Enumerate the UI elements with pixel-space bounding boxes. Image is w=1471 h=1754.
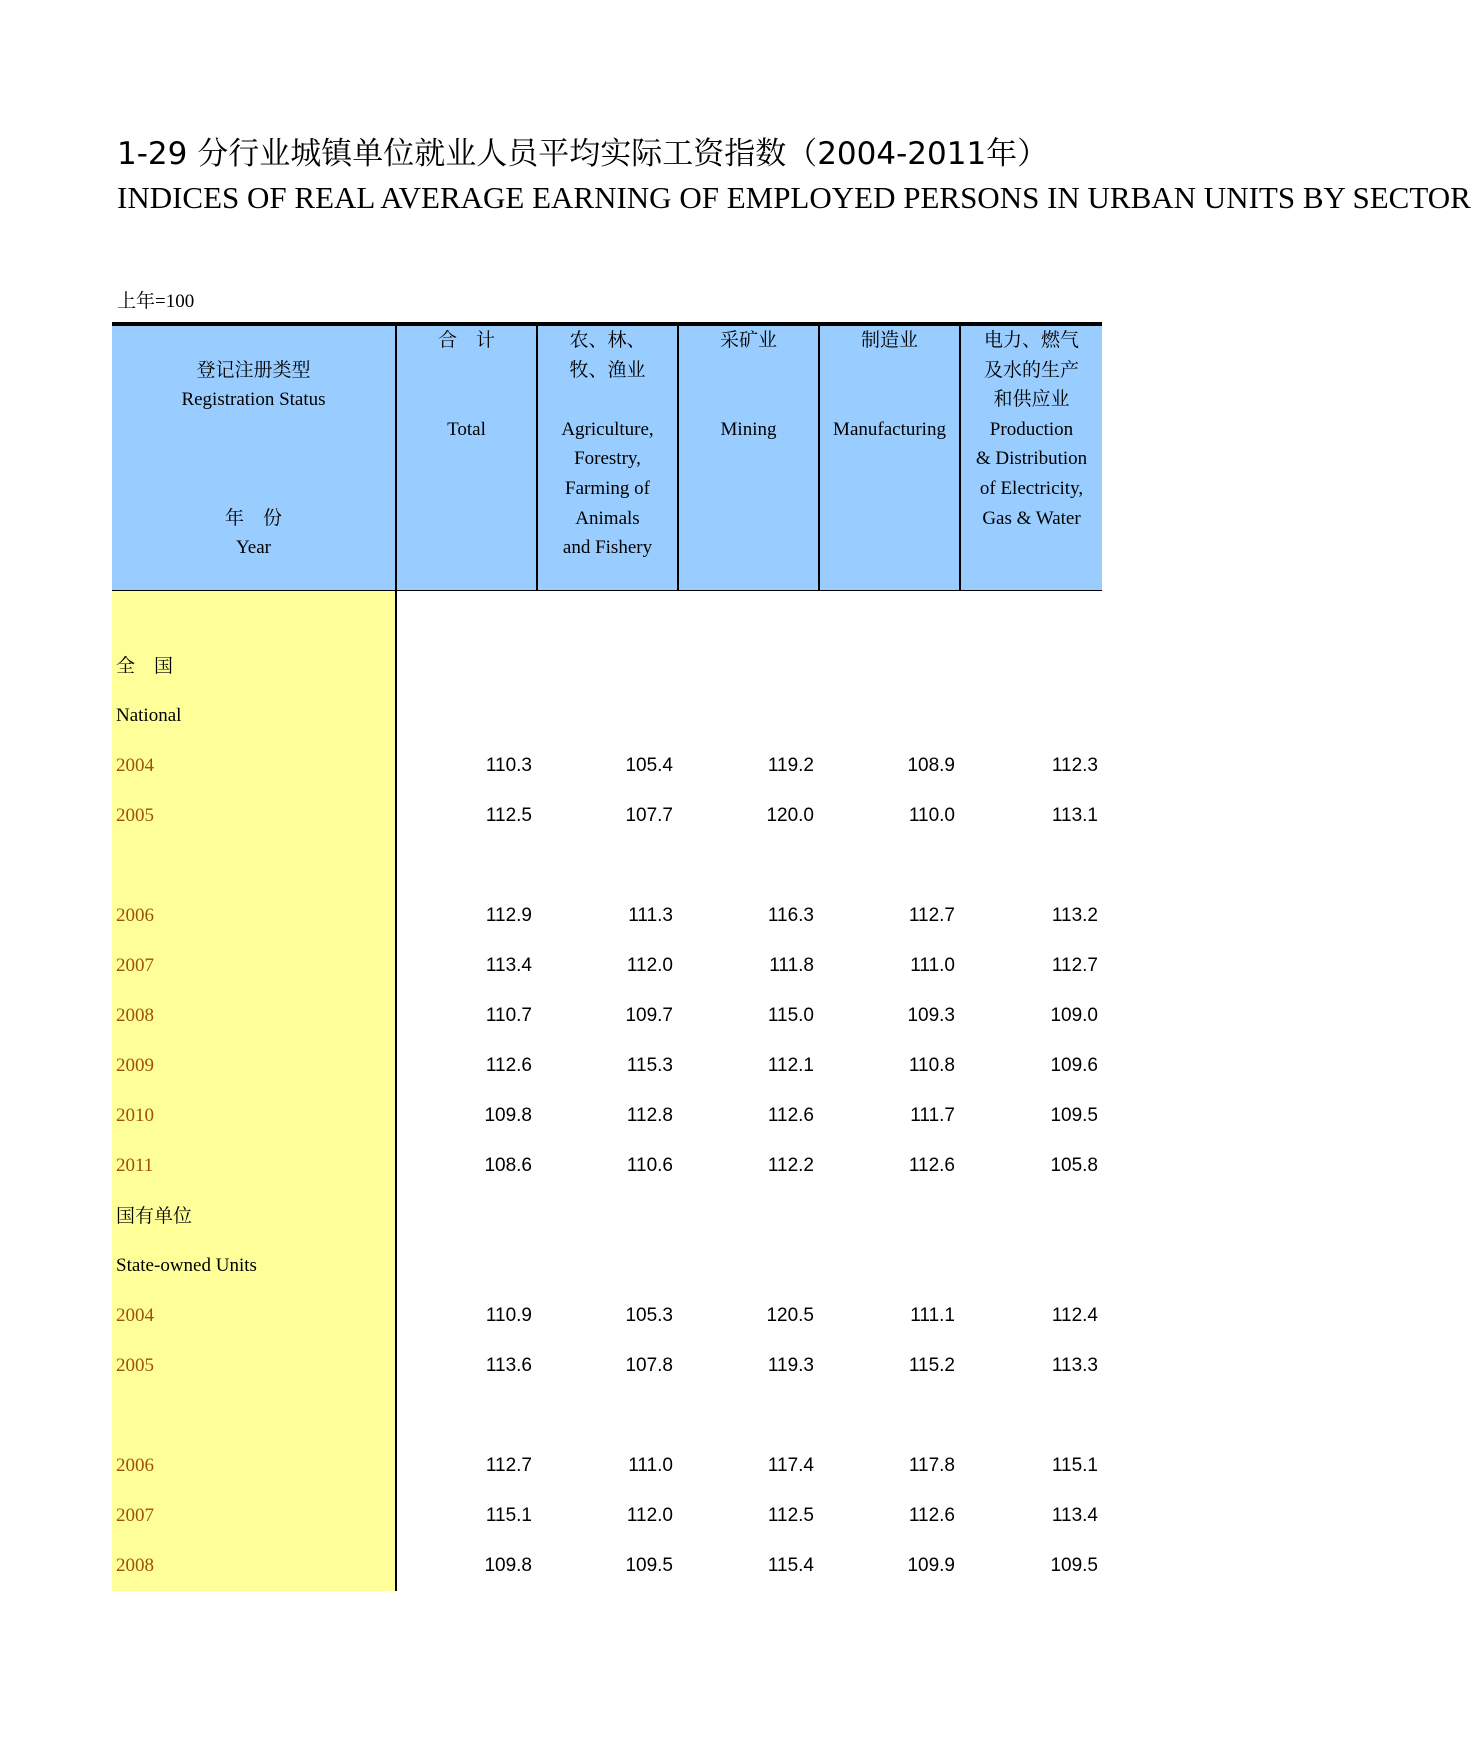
value-cell-mining: 116.3 xyxy=(767,905,814,926)
value-cell-utilities: 112.3 xyxy=(1051,755,1098,776)
value-cell-mining: 119.3 xyxy=(767,1355,814,1376)
section-title-row xyxy=(112,1191,1102,1241)
value-cell-total: 112.6 xyxy=(485,1055,532,1076)
value-cell-agriculture: 109.7 xyxy=(625,1005,673,1026)
year-cell: 2006 xyxy=(116,905,154,926)
stub-header-status-en: Registration Status xyxy=(181,389,326,411)
value-cell-utilities: 109.5 xyxy=(1050,1105,1098,1126)
value-cell-utilities: 112.7 xyxy=(1051,955,1098,976)
value-cell-utilities: 113.2 xyxy=(1051,905,1098,926)
column-header-mining xyxy=(679,326,818,590)
section-name-cn: 国有单位 xyxy=(116,1205,193,1227)
table-row xyxy=(112,791,1102,841)
value-cell-total: 113.6 xyxy=(485,1355,532,1376)
value-cell-total: 110.9 xyxy=(485,1305,532,1326)
column-header-cn: 及水的生产 xyxy=(983,358,1079,381)
value-cell-total: 108.6 xyxy=(484,1155,532,1176)
value-cell-utilities: 112.4 xyxy=(1051,1305,1098,1326)
value-cell-manufacturing: 112.6 xyxy=(908,1505,955,1526)
section-title-row xyxy=(112,691,1102,741)
table-row xyxy=(112,1291,1102,1341)
column-header-en: Gas & Water xyxy=(982,507,1081,529)
value-cell-utilities: 113.4 xyxy=(1051,1505,1098,1526)
value-cell-manufacturing: 110.8 xyxy=(908,1055,955,1076)
column-header-en: Agriculture, xyxy=(561,418,654,440)
year-cell: 2005 xyxy=(116,1355,154,1376)
value-cell-agriculture: 111.3 xyxy=(628,905,673,926)
value-cell-utilities: 113.1 xyxy=(1051,805,1098,826)
year-cell: 2004 xyxy=(116,755,154,776)
stub-header-year-en: Year xyxy=(235,537,271,559)
value-cell-agriculture: 107.7 xyxy=(625,805,673,826)
year-cell: 2007 xyxy=(116,955,154,976)
year-cell: 2007 xyxy=(116,1505,154,1526)
value-cell-utilities: 105.8 xyxy=(1050,1155,1098,1176)
value-cell-manufacturing: 110.0 xyxy=(908,805,955,826)
value-cell-agriculture: 110.6 xyxy=(626,1155,673,1176)
table-row xyxy=(112,1091,1102,1141)
section-name-cn: 全 国 xyxy=(116,655,174,677)
value-cell-manufacturing: 111.0 xyxy=(910,955,955,976)
year-cell: 2008 xyxy=(116,1555,154,1576)
value-cell-mining: 120.5 xyxy=(766,1305,814,1326)
column-header-en: Animals xyxy=(575,507,640,529)
stub-header-year-cn: 年 份 xyxy=(224,506,282,529)
value-cell-total: 115.1 xyxy=(485,1505,532,1526)
column-header-cn: 农、林、 xyxy=(569,329,646,351)
table-row xyxy=(112,1041,1102,1091)
year-cell: 2011 xyxy=(116,1155,154,1176)
table-row xyxy=(112,1491,1102,1541)
value-cell-manufacturing: 115.2 xyxy=(908,1355,955,1376)
value-cell-total: 109.8 xyxy=(484,1555,532,1576)
value-cell-agriculture: 107.8 xyxy=(625,1355,673,1376)
value-cell-total: 110.7 xyxy=(485,1005,532,1026)
value-cell-mining: 117.4 xyxy=(767,1455,814,1476)
value-cell-utilities: 109.6 xyxy=(1050,1055,1098,1076)
value-cell-mining: 112.2 xyxy=(767,1155,814,1176)
value-cell-mining: 112.5 xyxy=(767,1505,814,1526)
table-row xyxy=(112,1341,1102,1391)
value-cell-agriculture: 112.0 xyxy=(626,955,673,976)
value-cell-agriculture: 111.0 xyxy=(628,1455,673,1476)
value-cell-mining: 115.4 xyxy=(767,1555,814,1576)
value-cell-manufacturing: 109.3 xyxy=(907,1005,955,1026)
value-cell-mining: 120.0 xyxy=(766,805,814,826)
column-header-utilities xyxy=(961,326,1102,590)
year-cell: 2004 xyxy=(116,1305,154,1326)
table-title-chinese: 1-29 分行业城镇单位就业人员平均实际工资指数（2004-2011年） xyxy=(117,136,1049,172)
section-name-en: State-owned Units xyxy=(116,1255,257,1276)
section-title-row xyxy=(112,641,1102,691)
column-header-cn: 和供应业 xyxy=(993,388,1070,411)
value-cell-mining: 111.8 xyxy=(769,955,814,976)
value-cell-utilities: 109.0 xyxy=(1050,1005,1098,1026)
table-row xyxy=(112,1441,1102,1491)
column-header-total xyxy=(397,326,536,590)
value-cell-agriculture: 105.3 xyxy=(625,1305,673,1326)
year-cell: 2005 xyxy=(116,805,154,826)
value-cell-total: 109.8 xyxy=(484,1105,532,1126)
column-header-agriculture xyxy=(538,326,677,590)
column-header-cn: 合 计 xyxy=(437,329,495,351)
table-row xyxy=(112,941,1102,991)
value-cell-utilities: 113.3 xyxy=(1051,1355,1098,1376)
column-header-en: Farming of xyxy=(565,477,650,499)
unit-note: 上年=100 xyxy=(117,291,195,312)
column-header-cn: 制造业 xyxy=(860,329,918,351)
value-cell-manufacturing: 109.9 xyxy=(907,1555,955,1576)
table-row xyxy=(112,1141,1102,1191)
value-cell-agriculture: 112.8 xyxy=(626,1105,673,1126)
column-header-en: & Distribution xyxy=(975,448,1088,470)
column-header-en: and Fishery xyxy=(562,537,653,559)
value-cell-utilities: 109.5 xyxy=(1050,1555,1098,1576)
stub-header xyxy=(112,326,395,590)
table-row xyxy=(112,891,1102,941)
column-header-en: Production xyxy=(989,418,1074,440)
column-header-en: of Electricity, xyxy=(979,477,1084,499)
column-header-cn: 牧、渔业 xyxy=(569,358,646,381)
value-cell-manufacturing: 111.1 xyxy=(910,1305,955,1326)
table-row xyxy=(112,1541,1102,1591)
table-title-english: INDICES OF REAL AVERAGE EARNING OF EMPLOYED PERSONS IN URBAN UNITS BY SECTOR xyxy=(117,180,1471,215)
year-cell: 2009 xyxy=(116,1055,154,1076)
value-cell-mining: 112.6 xyxy=(767,1105,814,1126)
stub-header-status-cn: 登记注册类型 xyxy=(196,358,311,381)
value-cell-mining: 112.1 xyxy=(767,1055,814,1076)
value-cell-manufacturing: 108.9 xyxy=(907,755,955,776)
value-cell-total: 112.9 xyxy=(485,905,532,926)
value-cell-mining: 119.2 xyxy=(767,755,814,776)
value-cell-manufacturing: 111.7 xyxy=(910,1105,955,1126)
value-cell-mining: 115.0 xyxy=(767,1005,814,1026)
value-cell-agriculture: 115.3 xyxy=(626,1055,673,1076)
year-cell: 2006 xyxy=(116,1455,154,1476)
value-cell-agriculture: 109.5 xyxy=(625,1555,673,1576)
table-row xyxy=(112,741,1102,791)
column-header-manufacturing xyxy=(820,326,959,590)
column-header-en: Total xyxy=(447,418,486,440)
column-header-en: Mining xyxy=(720,418,777,440)
value-cell-agriculture: 112.0 xyxy=(626,1505,673,1526)
value-cell-total: 112.7 xyxy=(485,1455,532,1476)
value-cell-manufacturing: 112.7 xyxy=(908,905,955,926)
value-cell-utilities: 115.1 xyxy=(1051,1455,1098,1476)
table-row xyxy=(112,991,1102,1041)
value-cell-manufacturing: 117.8 xyxy=(908,1455,955,1476)
section-name-en: National xyxy=(116,705,182,726)
column-header-cn: 采矿业 xyxy=(719,329,777,351)
section-title-row xyxy=(112,1241,1102,1291)
value-cell-manufacturing: 112.6 xyxy=(908,1155,955,1176)
value-cell-total: 113.4 xyxy=(485,955,532,976)
column-header-en: Forestry, xyxy=(574,448,641,470)
year-cell: 2008 xyxy=(116,1005,154,1026)
column-header-en: Manufacturing xyxy=(833,418,946,440)
year-cell: 2010 xyxy=(116,1105,154,1126)
value-cell-total: 112.5 xyxy=(485,805,532,826)
column-header-cn: 电力、燃气 xyxy=(983,329,1079,351)
value-cell-agriculture: 105.4 xyxy=(625,755,673,776)
value-cell-total: 110.3 xyxy=(485,755,532,776)
